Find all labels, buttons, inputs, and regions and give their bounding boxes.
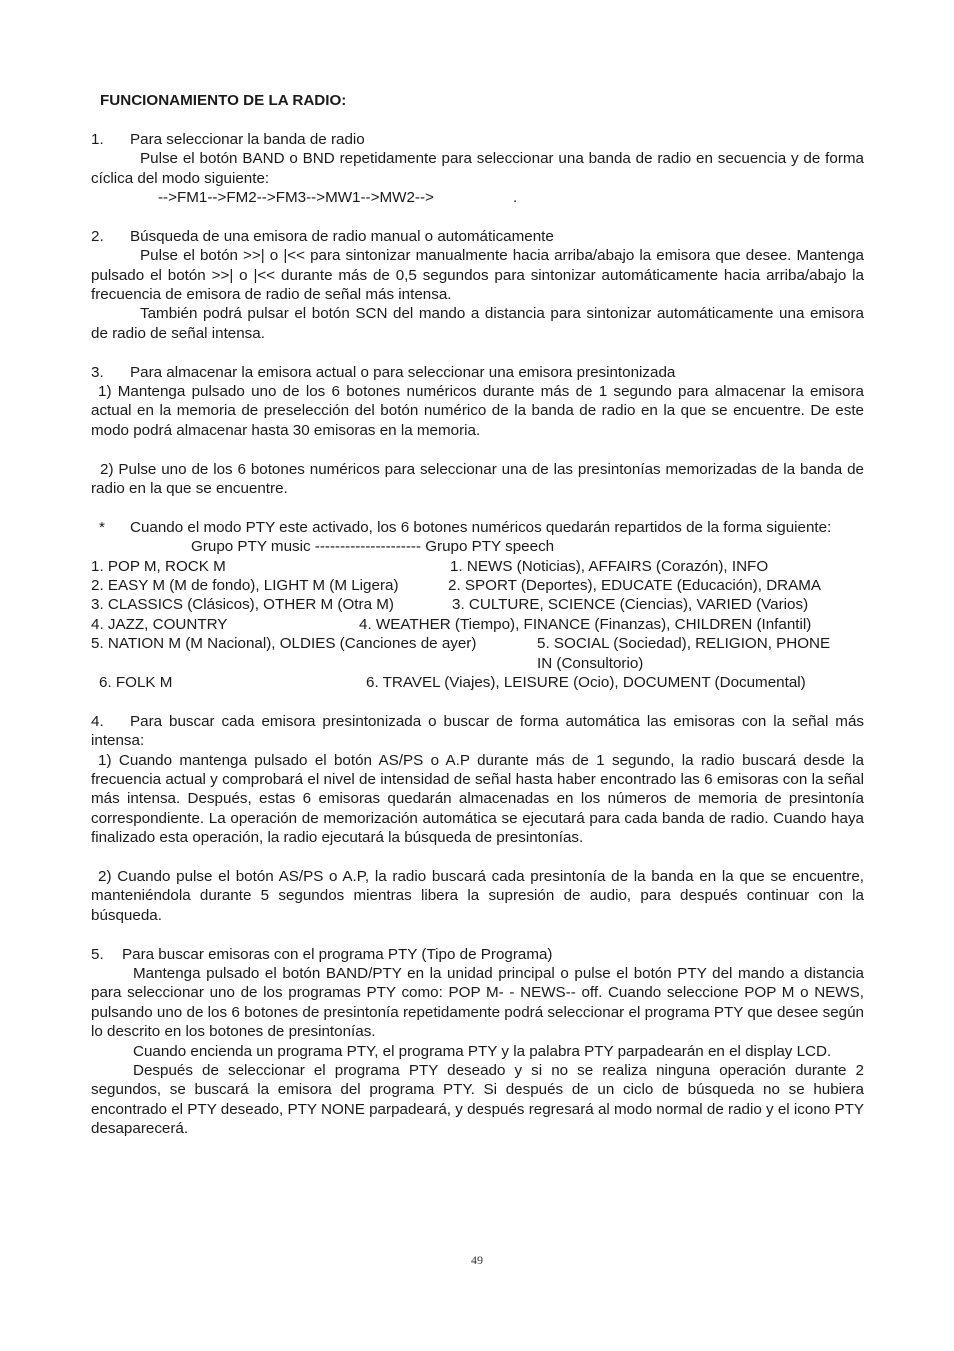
band-sequence-dot: . <box>513 189 518 207</box>
section-5-heading <box>91 945 864 964</box>
section-5-text-3: Después de seleccionar el programa PTY deseado y si no se realiza ninguna operación durante 2 segundos, se buscará la emisora del programa PTY. Si después de un ciclo de búsqueda no se hubiera encontrado el PTY deseado, PTY NONE parpadeará, y después regresará al modo normal de radio y el icono PTY desaparecerá. <box>91 1062 864 1138</box>
band-sequence <box>91 188 864 207</box>
pty-music-6: 6. FOLK M <box>99 673 173 691</box>
pty-music-1: 1. POP M, ROCK M <box>91 557 226 575</box>
section-4-item-1: 1) Cuando mantenga pulsado el botón AS/PS o A.P durante más de 1 segundo, la radio buscará desde la frecuencia actual y comprobará el nivel de intensidad de señal hasta haber encontrado las 6 emisoras con la señal más intensa. Después, estas 6 emisoras quedarán almacenadas en los números de memoria de presintonía correspondiente. La operación de memorización automática se ejecutará para cada banda de radio. Cuando haya finalizado esta operación, la radio ejecutará la búsqueda de presintonías. <box>91 751 864 847</box>
pty-speech-5-cont: IN (Consultorio) <box>537 654 644 672</box>
section-5-text-2: Cuando encienda un programa PTY, el programa PTY y la palabra PTY parpadearán en el display LCD. <box>133 1042 832 1060</box>
note-star: * <box>99 518 105 536</box>
section-2-heading-text: Búsqueda de una emisora de radio manual o automáticamente <box>130 227 554 245</box>
pty-music-4: 4. JAZZ, COUNTRY <box>91 615 228 633</box>
pty-speech-2: 2. SPORT (Deportes), EDUCATE (Educación), DRAMA <box>448 577 822 595</box>
section-4-heading <box>91 712 864 751</box>
section-4-item-2: 2) Cuando pulse el botón AS/PS o A.P, la radio buscará cada presintonía de la banda en la que se encuentre, manteniéndola durante 5 segundos mientras libera la supresión de audio, para después continuar con la búsqueda. <box>91 868 864 924</box>
section-1-text: Pulse el botón BAND o BND repetidamente para seleccionar una banda de radio en secuencia y de forma cíclica del modo siguiente: <box>91 150 864 187</box>
pty-speech-6: 6. TRAVEL (Viajes), LEISURE (Ocio), DOCUMENT (Documental) <box>366 673 806 691</box>
section-1-number: 1. <box>91 130 104 148</box>
section-3-item-2: 2) Pulse uno de los 6 botones numéricos para seleccionar una de las presintonías memorizadas de la banda de radio en la que se encuentre. <box>91 460 864 498</box>
pty-row-3 <box>91 595 864 614</box>
section-3-heading-text: Para almacenar la emisora actual o para seleccionar una emisora presintonizada <box>130 363 676 381</box>
pty-groups-header-text: Grupo PTY music --------------------- Grupo PTY speech <box>191 538 555 556</box>
pty-row-5 <box>91 634 864 653</box>
document-page <box>91 91 864 1139</box>
pty-speech-1: 1. NEWS (Noticias), AFFAIRS (Corazón), INFO <box>450 557 769 575</box>
pty-music-2: 2. EASY M (M de fondo), LIGHT M (M Ligera) <box>91 577 399 595</box>
pty-music-3: 3. CLASSICS (Clásicos), OTHER M (Otra M) <box>91 596 394 614</box>
pty-row-4 <box>91 615 864 634</box>
section-4-number: 4. <box>91 712 104 730</box>
pty-speech-5: 5. SOCIAL (Sociedad), RELIGION, PHONE <box>537 635 831 653</box>
pty-note-text: Cuando el modo PTY este activado, los 6 botones numéricos quedarán repartidos de la forma siguiente: <box>130 518 832 536</box>
section-1-heading <box>91 130 864 149</box>
section-3-heading <box>91 363 864 382</box>
pty-row-2 <box>91 576 864 595</box>
band-sequence-text: -->FM1-->FM2-->FM3-->MW1-->MW2--> <box>158 189 434 207</box>
section-title: FUNCIONAMIENTO DE LA RADIO: <box>100 92 347 109</box>
pty-note <box>91 518 864 537</box>
section-3-number: 3. <box>91 363 104 381</box>
pty-speech-3: 3. CULTURE, SCIENCE (Ciencias), VARIED (Varios) <box>452 596 809 614</box>
section-5-text-1: Mantenga pulsado el botón BAND/PTY en la unidad principal o pulse el botón PTY del mando a distancia para seleccionar uno de los programas PTY como: POP M- - NEWS-- off. Cuando seleccione POP M o NEWS, pulsando uno de los 6 botones de presintonía repetidamente podrá seleccionar el programa PTY que desee según lo descrito en los botones de presintonías. <box>91 965 864 1041</box>
section-2-text-2: También podrá pulsar el botón SCN del mando a distancia para sintonizar automáticamente una emisora de radio de señal intensa. <box>91 305 864 342</box>
section-1-heading-text: Para seleccionar la banda de radio <box>130 130 365 148</box>
pty-groups-header <box>91 537 864 556</box>
section-3-item-1: 1) Mantenga pulsado uno de los 6 botones numéricos durante más de 1 segundo para almacenar la emisora actual en la memoria de preselección del botón numérico de la banda de radio en la que se encuentre. De este modo podrá almacenar hasta 30 emisoras en la memoria. <box>91 383 864 439</box>
section-2-number: 2. <box>91 227 104 245</box>
pty-row-1 <box>91 557 864 576</box>
section-2-heading <box>91 227 864 246</box>
pty-row-6 <box>91 673 864 692</box>
section-5-heading-text: Para buscar emisoras con el programa PTY (Tipo de Programa) <box>122 945 553 963</box>
section-4-heading-text: Para buscar cada emisora presintonizada o buscar de forma automática las emisoras con la señal más intensa: <box>91 712 864 750</box>
pty-speech-4: 4. WEATHER (Tiempo), FINANCE (Finanzas), CHILDREN (Infantil) <box>359 615 812 633</box>
pty-music-5: 5. NATION M (M Nacional), OLDIES (Canciones de ayer) <box>91 635 477 653</box>
pty-row-5-cont <box>91 654 864 673</box>
page-number: 49 <box>471 1253 483 1267</box>
section-2-text-1: Pulse el botón >>| o |<< para sintonizar manualmente hacia arriba/abajo la emisora que desee. Mantenga pulsado el botón >>| o |<< durante más de 0,5 segundos para sintonizar automáticamente hacia arriba/abajo la frecuencia de emisora de radio de señal más intensa. <box>91 247 864 304</box>
section-5-number: 5. <box>91 945 104 963</box>
